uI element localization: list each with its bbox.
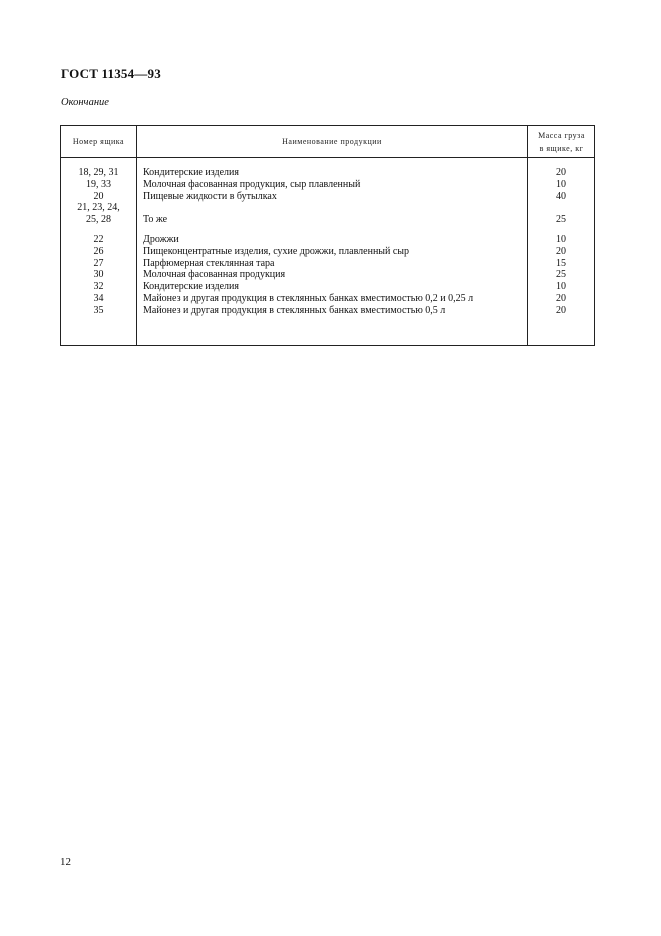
cell-box-number: 20	[93, 190, 104, 202]
table-row	[61, 167, 594, 179]
cell-box-number: 21, 23, 24,	[77, 202, 120, 214]
cell-product: Пищеконцентратные изделия, сухие дрожжи, плавленный сыр	[143, 245, 410, 257]
table-row	[61, 179, 594, 191]
header-product-name: Наименование продукции	[282, 137, 382, 146]
product-mass-table	[60, 125, 595, 346]
cell-product: Молочная фасованная продукция, сыр плавленный	[143, 178, 361, 190]
cell-mass: 20	[556, 245, 566, 257]
page-number: 12	[60, 856, 71, 868]
header-divider	[61, 157, 594, 158]
header-mass	[528, 129, 595, 155]
cell-product: Кондитерские изделия	[143, 167, 239, 178]
cell-box-number: 34	[93, 292, 104, 304]
cell-product: Пищевые жидкости в бутылках	[143, 190, 277, 202]
table-row	[61, 214, 594, 226]
table-row	[61, 281, 594, 293]
cell-product: Дрожжи	[143, 233, 179, 245]
table-row	[61, 269, 594, 281]
cell-mass: 10	[556, 281, 566, 293]
cell-mass: 25	[556, 269, 566, 281]
table-body	[61, 167, 594, 317]
cell-box-number: 19, 33	[86, 178, 111, 190]
cell-product: Майонез и другая продукция в стеклянных банках вместимостью 0,5 л	[143, 304, 446, 316]
cell-mass: 10	[556, 178, 566, 190]
cell-mass: 20	[556, 167, 566, 178]
table-row	[61, 305, 594, 317]
continuation-label: Окончание	[61, 97, 109, 108]
cell-product: Парфюмерная стеклянная тара	[143, 257, 275, 269]
cell-box-number: 25, 28	[86, 214, 111, 226]
cell-box-number: 30	[93, 269, 104, 281]
table-row	[61, 234, 594, 246]
cell-box-number: 26	[93, 245, 104, 257]
cell-box-number: 32	[93, 281, 104, 293]
cell-mass: 20	[556, 292, 566, 304]
header-box-number: Номер ящика	[72, 137, 125, 146]
table-row	[61, 258, 594, 270]
table-row	[61, 191, 594, 203]
cell-product: Молочная фасованная продукция	[143, 269, 286, 281]
header-mass-line1: Масса груза	[538, 131, 585, 140]
cell-product: То же	[143, 214, 168, 226]
header-mass-line2: в ящике, кг	[539, 144, 584, 153]
table-row	[61, 246, 594, 258]
cell-mass: 40	[556, 190, 566, 202]
cell-product: Майонез и другая продукция в стеклянных банках вместимостью 0,2 и 0,25 л	[143, 292, 474, 304]
table-row	[61, 293, 594, 305]
cell-mass: 20	[556, 304, 566, 316]
cell-box-number: 35	[93, 304, 104, 316]
cell-box-number: 22	[93, 233, 104, 245]
cell-product: Кондитерские изделия	[143, 281, 239, 293]
table-row	[61, 202, 594, 214]
cell-mass: 25	[556, 214, 566, 226]
cell-mass: 15	[556, 257, 566, 269]
standard-id: ГОСТ 11354—93	[61, 66, 161, 81]
cell-box-number: 18, 29, 31	[78, 167, 119, 178]
cell-mass: 10	[556, 233, 566, 245]
cell-box-number: 27	[93, 257, 104, 269]
